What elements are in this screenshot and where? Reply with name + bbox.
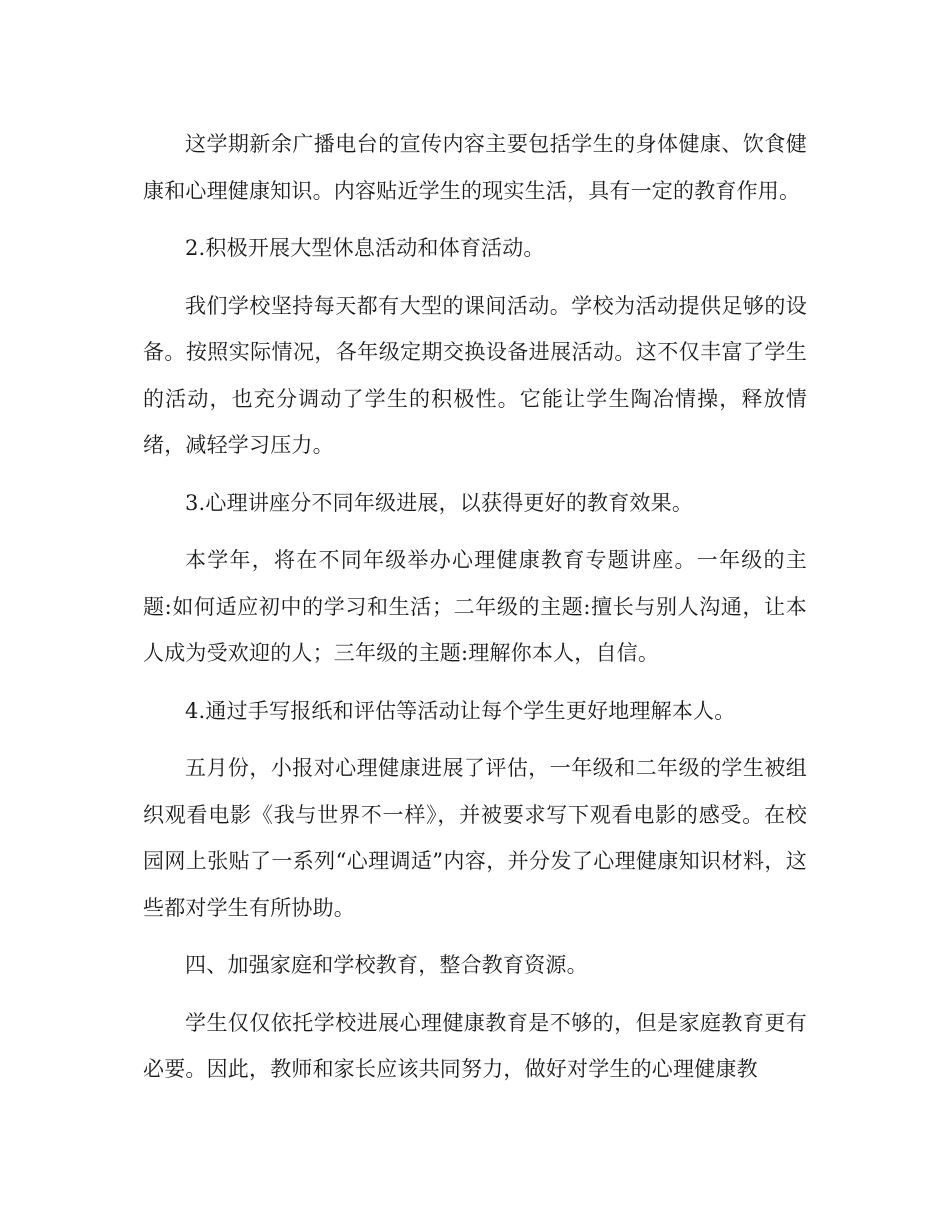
paragraph-radio-publicity: 这学期新余广播电台的宣传内容主要包括学生的身体健康、饮食健康和心理健康知识。内容贴近学生的现实生活，具有一定的教育作用。	[143, 132, 807, 203]
paragraph-family-school: 学生仅仅依托学校进展心理健康教育是不够的，但是家庭教育更有必要。因此，教师和家长应该共同努力，做好对学生的心理健康教	[143, 1010, 807, 1081]
paragraph-newspaper-evaluation: 五月份，小报对心理健康进展了评估，一年级和二年级的学生被组织观看电影《我与世界不一样》，并被要求写下观看电影的感受。在校园网上张贴了一系列“心理调适”内容，并分发了心理健康知识材料，这些都对学生有所协助。	[143, 756, 807, 920]
heading-break-activities: 2.积极开展大型休息活动和体育活动。	[185, 236, 545, 260]
heading-newspaper-evaluation: 4.通过手写报纸和评估等活动让每个学生更好地理解本人。	[185, 698, 736, 723]
document-body	[143, 121, 807, 1104]
paragraph-lectures: 本学年，将在不同年级举办心理健康教育专题讲座。一年级的主题:如何适应初中的学习和生活；二年级的主题:擅长与别人沟通，让本人成为受欢迎的人；三年级的主题:理解你本人，自信。	[143, 548, 807, 665]
heading-lectures: 3.心理讲座分不同年级进展，以获得更好的教育效果。	[185, 490, 694, 515]
heading-family-school: 四、加强家庭和学校教育，整合教育资源。	[185, 953, 588, 977]
paragraph-break-activities: 我们学校坚持每天都有大型的课间活动。学校为活动提供足够的设备。按照实际情况，各年级定期交换设备进展活动。这不仅丰富了学生的活动，也充分调动了学生的积极性。它能让学生陶冶情操，释放情绪，减轻学习压力。	[143, 293, 807, 457]
